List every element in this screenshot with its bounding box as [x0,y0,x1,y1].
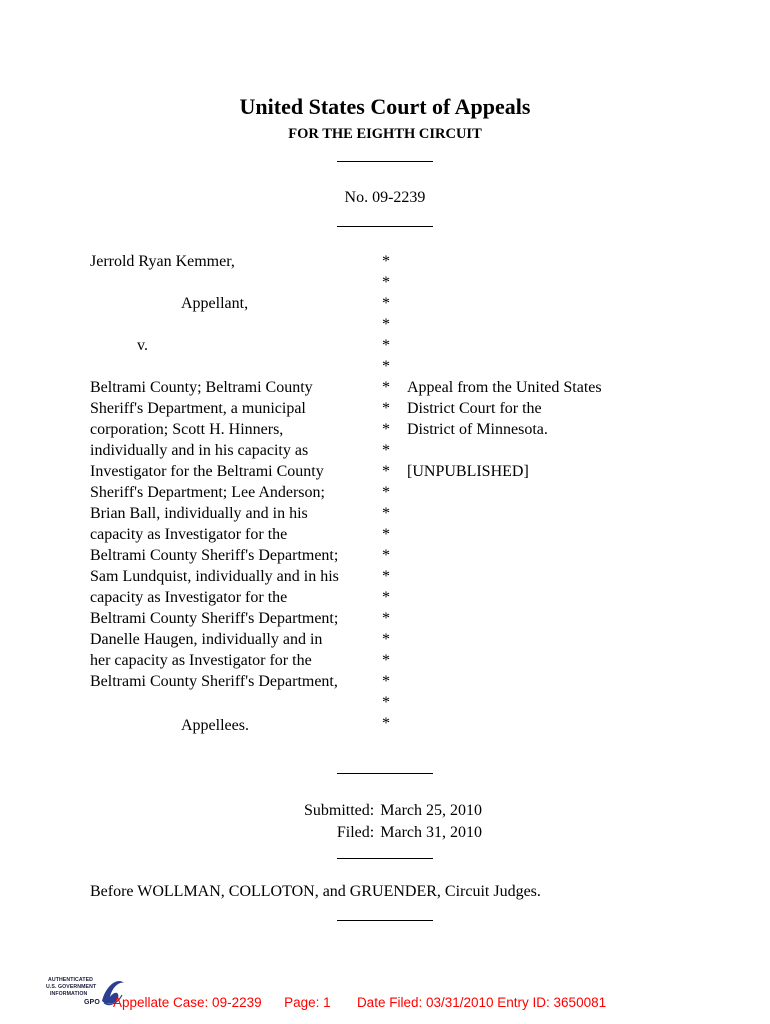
filed-label: Filed: [336,824,375,841]
caption-star: * [382,421,390,438]
court-title: United States Court of Appeals [239,94,531,119]
appellee-line: individually and in his capacity as [90,442,309,459]
appellee-line: Beltrami County Sheriff's Department; [90,547,339,564]
caption-star: * [382,547,390,564]
appellees-role: Appellees. [181,717,249,734]
case-number: No. 09-2239 [344,189,426,206]
appellee-line: Sam Lundquist, individually and in his [90,568,339,585]
footer-date-entry: Date Filed: 03/31/2010 Entry ID: 3650081 [356,995,607,1010]
submitted-label: Submitted: [304,802,375,819]
appellee-line: capacity as Investigator for the [90,589,288,606]
caption-star: * [382,400,390,417]
appellee-line: corporation; Scott H. Hinners, [90,421,284,438]
caption-star: * [382,589,390,606]
caption-star: * [382,295,390,312]
seal-text: INFORMATION [50,991,88,997]
appellees-list [90,377,390,692]
appellee-line: Brian Ball, individually and in his [90,505,308,522]
appellee-line: Sheriff's Department, a municipal [90,400,306,417]
appeal-from-line: Appeal from the United States [407,379,602,396]
filing-footer [113,995,606,1010]
seal-mark: GPO [84,999,100,1006]
caption-star: * [382,568,390,585]
divider-rule [0,152,770,170]
appellee-line: Sheriff's Department; Lee Anderson; [90,484,325,501]
appellant-role: Appellant, [181,295,249,312]
appellee-line: Beltrami County Sheriff's Department; [90,610,339,627]
appeal-from-line: District Court for the [407,400,542,417]
caption-star: * [382,274,390,291]
divider-rule [0,217,770,235]
divider-rule [0,911,770,929]
caption-star: * [382,463,390,480]
caption-star: * [382,253,390,270]
versus-label: v. [137,337,148,354]
caption-star: * [382,379,390,396]
caption-star: * [382,610,390,627]
caption-star: * [382,358,390,375]
caption-star: * [382,484,390,501]
caption-star: * [382,631,390,648]
appellee-line: Beltrami County Sheriff's Department, [90,673,338,690]
publication-status: [UNPUBLISHED] [407,463,529,480]
circuit-name: FOR THE EIGHTH CIRCUIT [288,126,482,142]
caption-star-column [380,251,392,734]
divider-rule [0,764,770,782]
appellee-line: her capacity as Investigator for the [90,652,312,669]
caption-star: * [382,715,390,732]
appellee-line: Investigator for the Beltrami County [90,463,324,480]
appellee-line: capacity as Investigator for the [90,526,288,543]
seal-text: U.S. GOVERNMENT [46,984,97,990]
caption-star: * [382,652,390,669]
footer-case: Appellate Case: 09-2239 [113,995,262,1010]
submitted-date: March 25, 2010 [380,802,482,819]
appeal-from-line: District of Minnesota. [407,421,548,438]
divider-rule [0,849,770,867]
appellee-line: Danelle Haugen, individually and in [90,631,323,648]
appeal-info [407,377,602,482]
footer-page: Page: 1 [284,995,331,1010]
caption-star: * [382,694,390,711]
appellee-line: Beltrami County; Beltrami County [90,379,313,396]
appellant-name: Jerrold Ryan Kemmer, [90,253,235,270]
filing-dates [0,800,770,844]
caption-star: * [382,316,390,333]
seal-text: AUTHENTICATED [48,977,94,983]
filed-date: March 31, 2010 [380,824,482,841]
caption-star: * [382,526,390,543]
caption-star: * [382,337,390,354]
panel-judges: Before WOLLMAN, COLLOTON, and GRUENDER, Circuit Judges. [90,883,541,900]
caption-star: * [382,505,390,522]
caption-star: * [382,673,390,690]
caption-star: * [382,442,390,459]
